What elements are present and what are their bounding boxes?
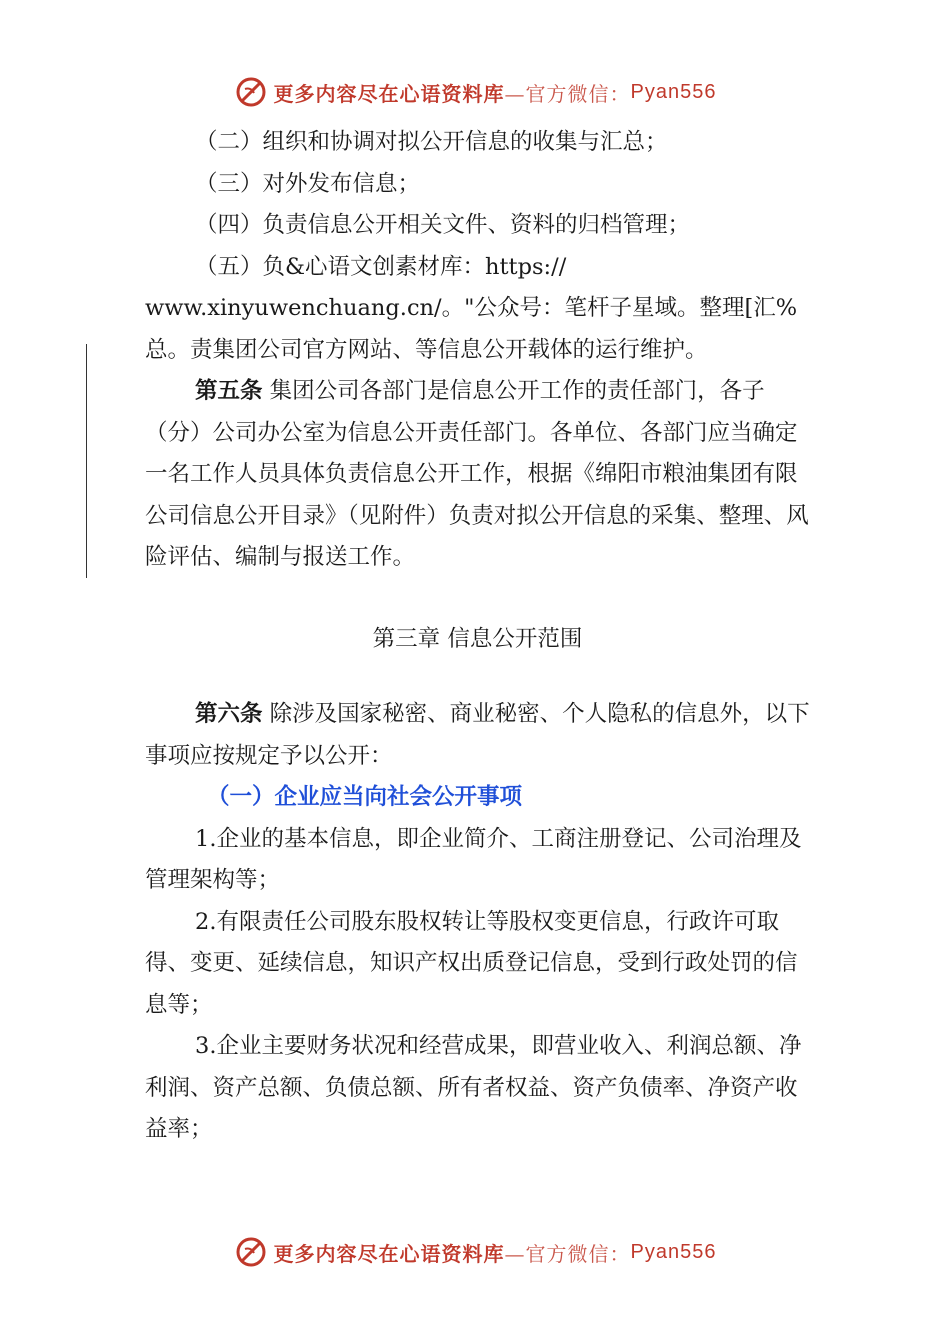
chapter-title: 第三章 信息公开范围 <box>372 625 583 652</box>
article-5-text: 集团公司各部门是信息公开工作的责任部门，各子（分）公司办公室为信息公开责任部门。各单位、各部门应当确定一名工作人员具体负责信息公开工作，根据《绵阳市粮油集团有限公司信息公开目录》（见附件）负责对拟公开信息的采集、整理、风险评估、编制与报送工作。 <box>145 378 809 570</box>
banner-separator-text: —官方微信： <box>504 1241 631 1266</box>
paragraph-item-4: （四）负责信息公开相关文件、资料的归档管理； <box>195 212 691 238</box>
paragraph-item-3: （三）对外发布信息； <box>195 170 421 197</box>
paragraph-item-5b-text: www.xinyuwenchuang.cn/。"公众号：笔杆子星域。整理[汇%总。责集团公司官方网站、等信息公开载体的运行维护。 <box>145 295 798 363</box>
margin-bar <box>86 344 87 578</box>
section-heading: （一）企业应当向社会公开事项 <box>207 784 523 810</box>
list-item-3: 3.企业主要财务状况和经营成果，即营业收入、利润总额、净利润、资产总额、负债总额、所有者权益、资产负债率、净资产收益率； <box>145 1033 802 1142</box>
paragraph-item-5b <box>145 288 810 371</box>
article-6 <box>145 694 810 777</box>
list-item-2: 2.有限责任公司股东股权转让等股权变更信息，行政许可取得、变更、延续信息，知识产权出质登记信息，受到行政处罚的信息等； <box>145 908 798 1018</box>
banner-main-text: 更多内容尽在心语资料库 <box>273 81 505 106</box>
list-item-1: 1.企业的基本信息，即企业简介、工商注册登记、公司治理及管理架构等； <box>145 825 802 893</box>
brush-logo-icon <box>234 1235 268 1269</box>
banner-separator-text: —官方微信： <box>504 81 631 106</box>
paragraph-item-5a <box>145 247 810 289</box>
banner-main-text: 更多内容尽在心语资料库 <box>273 1241 505 1266</box>
paragraph-item-5a-text: （五）负&心语文创素材库：https:// <box>195 253 567 280</box>
document-body <box>145 122 810 1151</box>
brush-logo-icon <box>234 75 268 109</box>
banner-wechat-id: Pyan556 <box>630 80 717 103</box>
article-5 <box>145 371 810 579</box>
paragraph-item-2: （二）组织和协调对拟公开信息的收集与汇总； <box>195 129 668 155</box>
article-5-label: 第五条 <box>195 378 263 404</box>
article-6-text: 除涉及国家秘密、商业秘密、个人隐私的信息外，以下事项应按规定予以公开： <box>145 701 810 769</box>
banner-wechat-id: Pyan556 <box>630 1240 717 1263</box>
article-6-label: 第六条 <box>195 701 263 727</box>
footer-banner <box>0 1232 950 1272</box>
header-banner <box>0 72 950 112</box>
